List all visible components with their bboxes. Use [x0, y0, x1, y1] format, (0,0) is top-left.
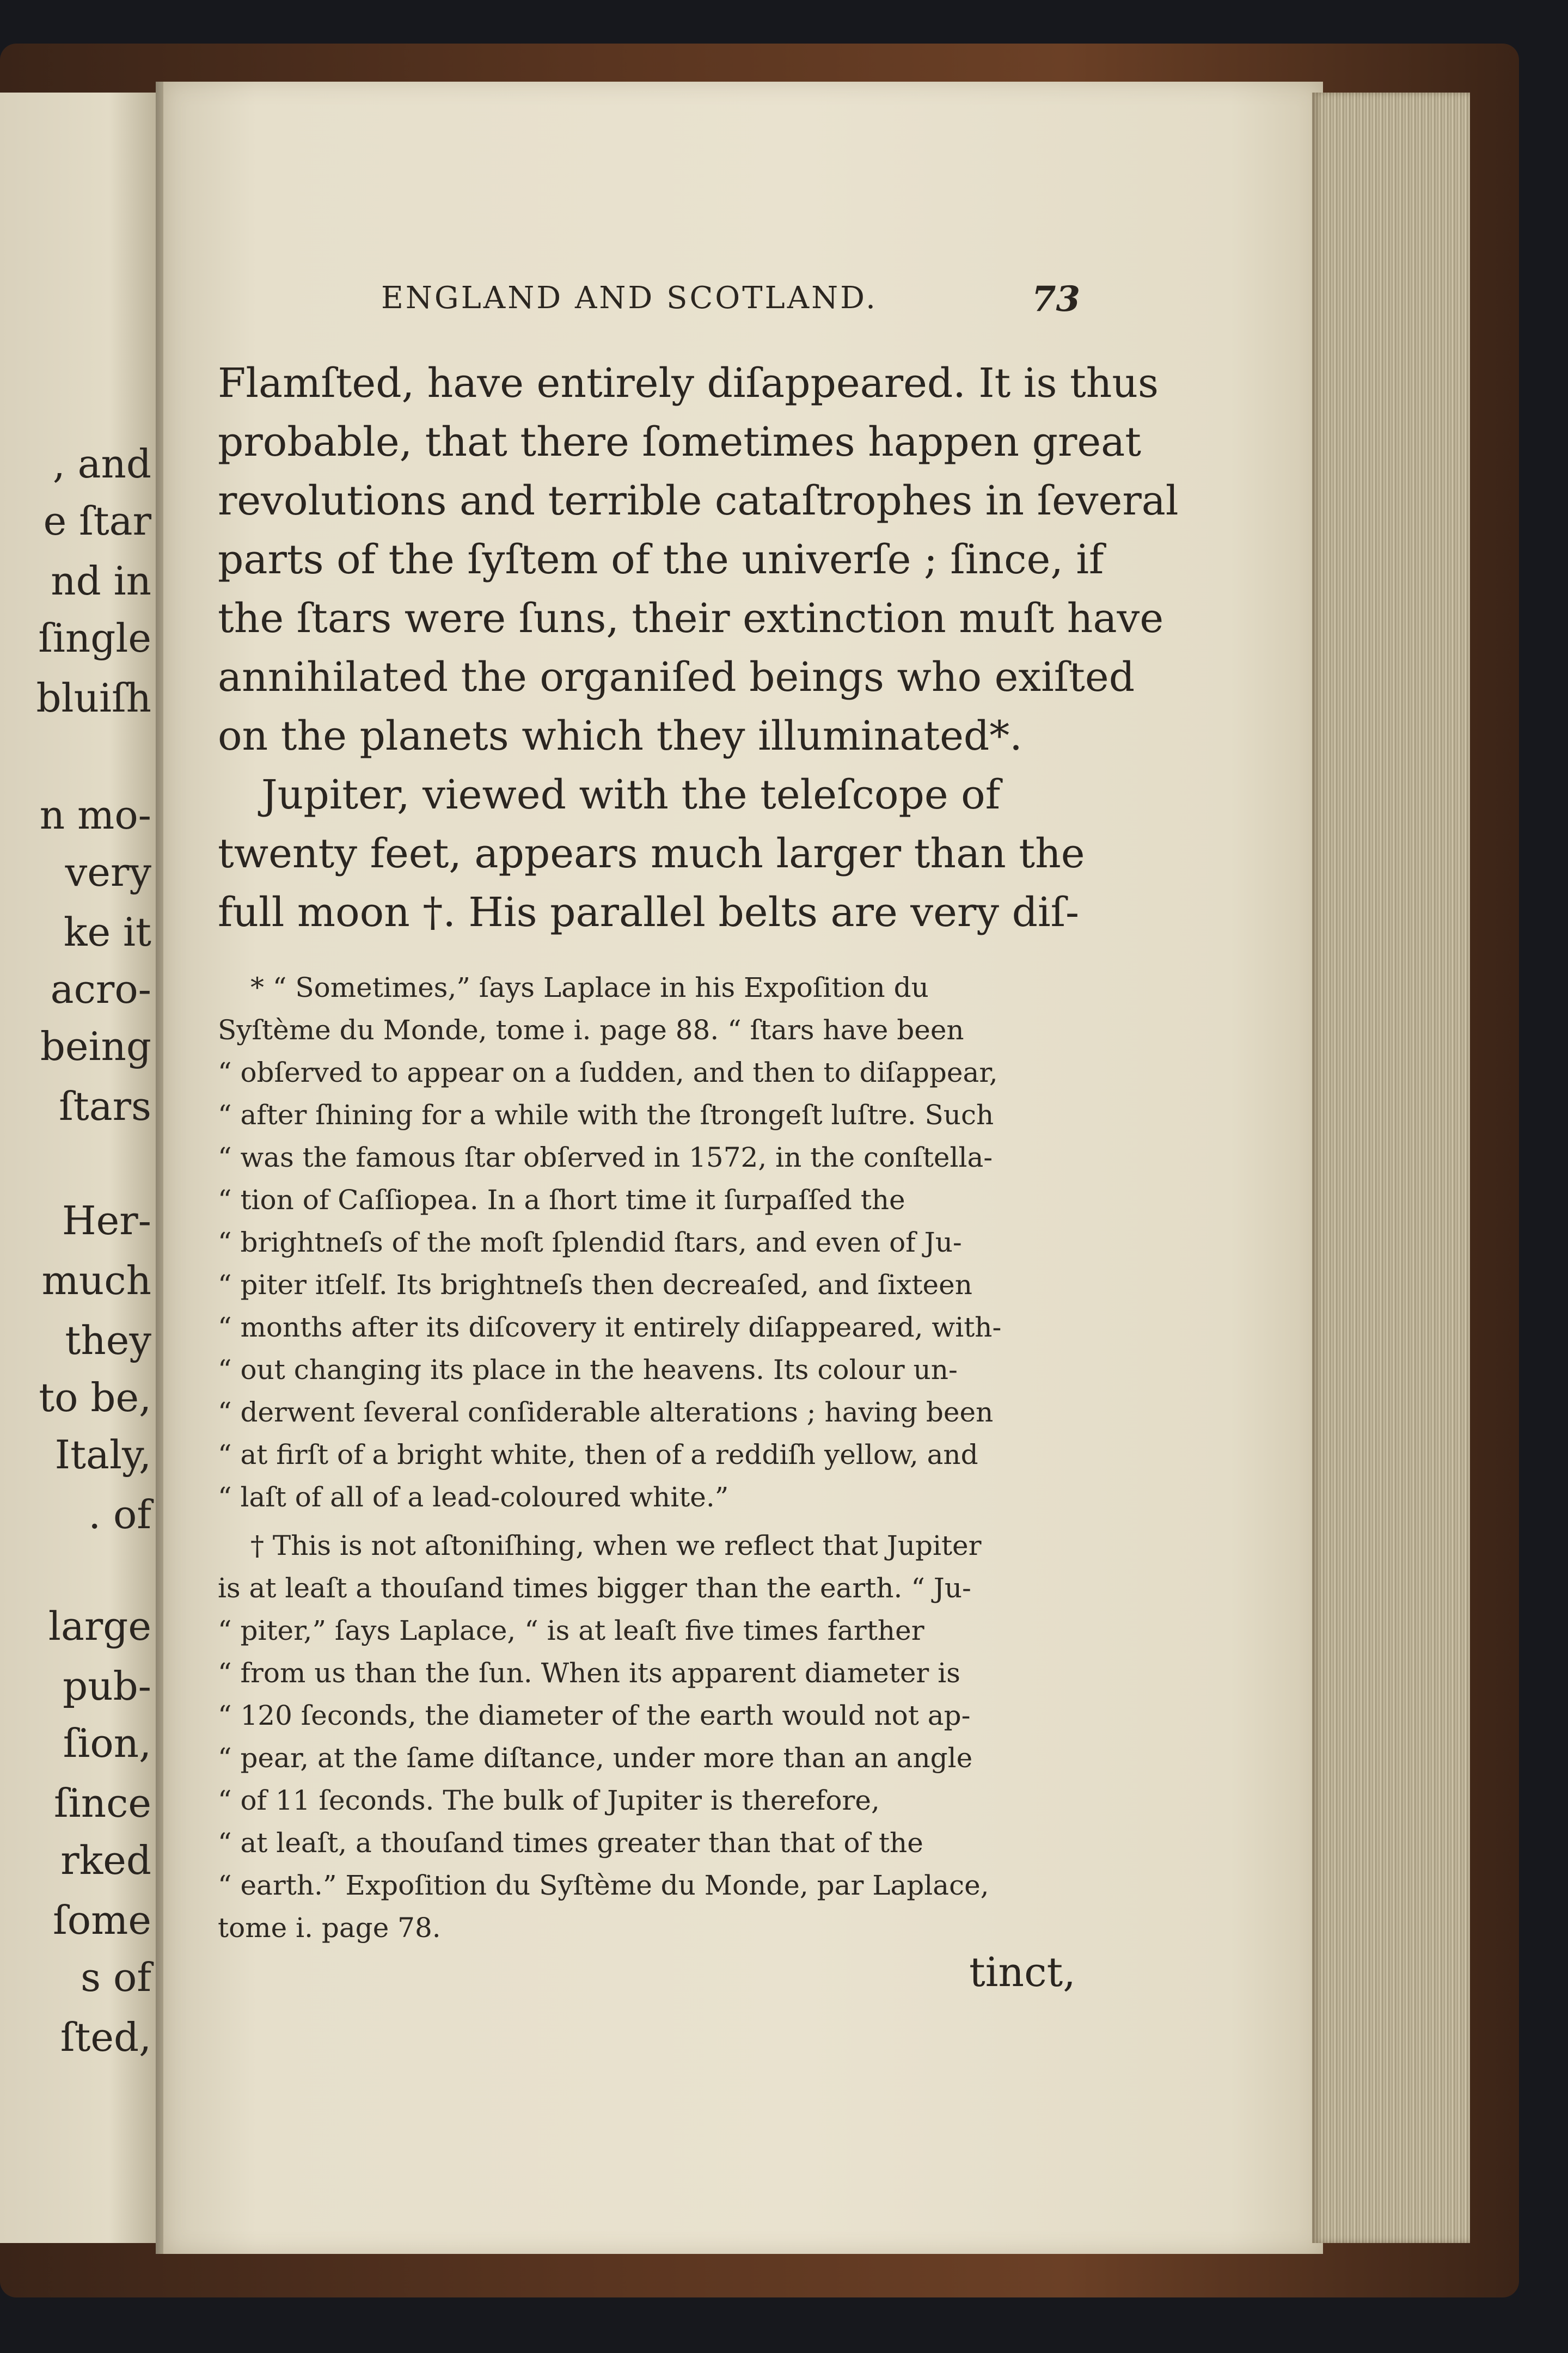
left-fragment: much — [41, 1258, 151, 1303]
body-line: on the planets which they illuminated*. — [218, 713, 1022, 759]
footnote-line: “ out changing its place in the heavens. Its colour un- — [218, 1354, 958, 1386]
left-fragment: they — [65, 1318, 151, 1363]
left-fragment: ſince — [54, 1780, 151, 1826]
footnote-line: “ from us than the ſun. When its apparent diameter is — [218, 1657, 960, 1689]
footnote-line: “ months after its diſcovery it entirely diſappeared, with- — [218, 1312, 1002, 1343]
left-fragment: very — [65, 849, 151, 895]
footnote-line: “ tion of Caſſiopea. In a ſhort time it ſurpaſſed the — [218, 1184, 905, 1216]
left-fragment: ke it — [63, 909, 151, 955]
left-fragment: being — [40, 1024, 151, 1069]
body-line: revolutions and terrible cataſtrophes in ſeveral — [218, 477, 1179, 524]
left-fragment: ſtars — [59, 1083, 151, 1129]
left-page — [0, 93, 156, 2243]
body-line: twenty feet, appears much larger than the — [218, 830, 1085, 877]
left-fragment: rked — [60, 1837, 151, 1883]
left-fragment: pub- — [63, 1663, 151, 1709]
left-fragment: to be, — [39, 1375, 151, 1420]
body-line: full moon †. His parallel belts are very diſ- — [218, 889, 1080, 936]
footnote-line: “ earth.” Expoſition du Syſtème du Monde, par Laplace, — [218, 1870, 989, 1901]
left-fragment: ſion, — [63, 1720, 151, 1766]
footnote-line: Syſtème du Monde, tome i. page 88. “ ſtars have been — [218, 1014, 964, 1046]
footnote-line: “ brightneſs of the moſt ſplendid ſtars, and even of Ju- — [218, 1227, 962, 1258]
footnote-line: “ derwent ſeveral conſiderable alterations ; having been — [218, 1396, 994, 1428]
left-fragment: nd in — [51, 558, 151, 604]
body-line: probable, that there ſometimes happen great — [218, 419, 1141, 465]
page-number: 73 — [1032, 279, 1081, 320]
footnote-line: “ after ſhining for a while with the ſtrongeſt luſtre. Such — [218, 1099, 994, 1131]
footnote-line: “ piter,” ſays Laplace, “ is at leaſt five times farther — [218, 1615, 924, 1646]
footnote-line: “ 120 ſeconds, the diameter of the earth would not ap- — [218, 1700, 971, 1731]
left-fragment: bluiſh — [36, 675, 151, 721]
left-fragment: ſted, — [60, 2014, 151, 2060]
left-fragment: n mo- — [39, 792, 151, 838]
footnote-line: * “ Sometimes,” ſays Laplace in his Expoſition du — [250, 972, 929, 1003]
left-fragment: acro- — [50, 966, 151, 1012]
left-fragment: e ſtar — [43, 498, 151, 544]
footnote-line: “ of 11 ſeconds. The bulk of Jupiter is therefore, — [218, 1785, 880, 1816]
left-fragment: s of — [81, 1954, 151, 2000]
body-line: Flamſted, have entirely diſappeared. It is thus — [218, 360, 1159, 407]
left-fragment: ſingle — [38, 615, 151, 661]
running-head: ENGLAND AND SCOTLAND. — [381, 280, 878, 316]
footnote-line: “ obſerved to appear on a ſudden, and then to diſappear, — [218, 1057, 998, 1088]
left-fragment: large — [48, 1603, 151, 1649]
catchword: tinct, — [969, 1949, 1076, 1996]
body-line: annihilated the organiſed beings who exiſted — [218, 654, 1135, 701]
footnote-line: “ at firſt of a bright white, then of a reddiſh yellow, and — [218, 1439, 978, 1470]
footnote-line: “ was the famous ſtar obſerved in 1572, in the conſtella- — [218, 1142, 993, 1173]
footnote-line: “ pear, at the ſame diſtance, under more than an angle — [218, 1742, 973, 1774]
footnote-line: “ piter itſelf. Its brightneſs then decreaſed, and ſixteen — [218, 1269, 972, 1301]
left-fragment: Her- — [62, 1198, 151, 1243]
left-fragment: . of — [88, 1492, 151, 1537]
footnote-line: † This is not aſtoniſhing, when we reflect that Jupiter — [250, 1530, 982, 1561]
footnote-line: “ laſt of all of a lead-coloured white.” — [218, 1481, 729, 1513]
body-line: parts of the ſyſtem of the univerſe ; ſince, if — [218, 536, 1104, 583]
left-fragment: Italy, — [54, 1432, 151, 1478]
body-line: Jupiter, viewed with the teleſcope of — [261, 771, 1001, 818]
body-line: the ſtars were ſuns, their extinction muſt have — [218, 595, 1164, 642]
footnote-line: “ at leaſt, a thouſand times greater than that of the — [218, 1827, 923, 1859]
left-fragment: ſome — [53, 1897, 151, 1943]
left-fragment: , and — [52, 441, 151, 487]
footnote-line: is at leaſt a thouſand times bigger than the earth. “ Ju- — [218, 1572, 971, 1604]
page-edges — [1312, 93, 1470, 2243]
footnote-line: tome i. page 78. — [218, 1912, 441, 1944]
